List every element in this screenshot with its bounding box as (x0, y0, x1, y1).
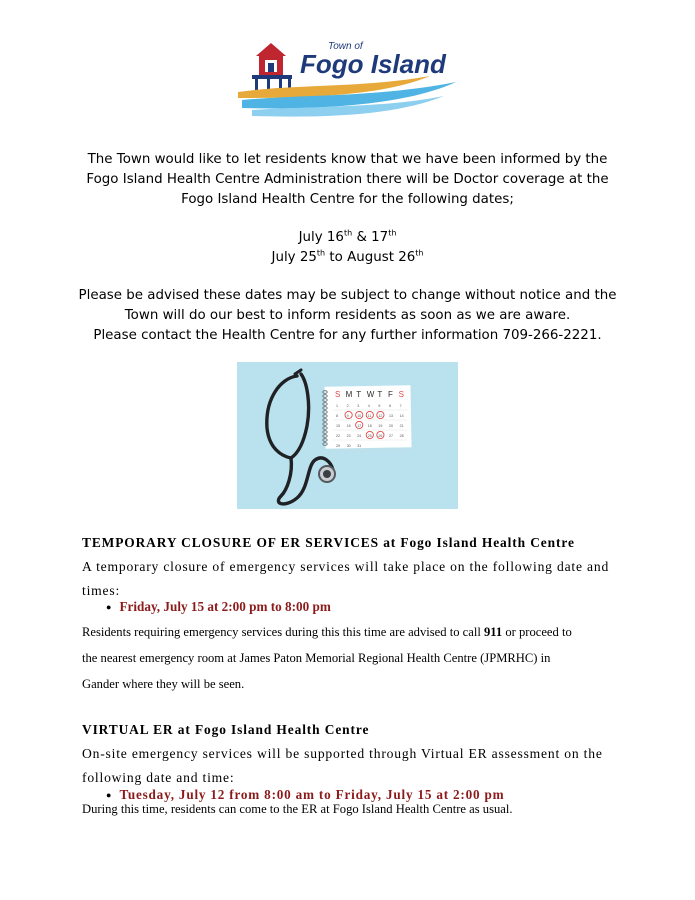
calendar-date: 26 (378, 434, 383, 438)
emergency-number: 911 (483, 625, 503, 639)
date-text: to August 26 (325, 250, 416, 265)
calendar-date: 20 (389, 424, 393, 428)
calendar-date: 31 (357, 444, 362, 448)
coverage-dates (60, 228, 635, 268)
advisory-line: Please be advised these dates may be subject to change without notice and the (78, 288, 617, 303)
calendar-date: 6 (389, 404, 391, 408)
calendar-date: 23 (346, 434, 351, 438)
advisory-line: Please contact the Health Centre for any further information 709-266-2221. (93, 328, 602, 343)
er-closure-body-line: the nearest emergency room at James Paton Memorial Regional Health Centre (JPMRHC) in (82, 651, 551, 665)
calendar-day-header: T (356, 390, 362, 399)
calendar-date: 29 (336, 444, 340, 448)
calendar-date: 5 (378, 404, 381, 408)
date-sup: th (388, 228, 397, 238)
date-line (60, 228, 635, 248)
calendar-date: 18 (367, 424, 372, 428)
house-icon (252, 43, 292, 90)
body-text: Residents requiring emergency services during this this time are advised to call (82, 625, 484, 639)
calendar-date: 24 (357, 434, 362, 438)
calendar-date: 14 (399, 414, 404, 418)
er-closure-time: Friday, July 15 at 2:00 pm to 8:00 pm (119, 599, 331, 614)
calendar-date: 4 (367, 404, 370, 408)
calendar-date: 7 (399, 404, 402, 408)
virtual-er-line: On-site emergency services will be supported through Virtual ER assessment on the (82, 746, 603, 761)
date-text: July 16 (298, 230, 344, 245)
er-closure-body-line (82, 619, 627, 645)
date-line (60, 248, 635, 268)
calendar-date: 19 (378, 424, 383, 428)
calendar-day-header: T (377, 390, 383, 399)
body-text: or proceed to (502, 625, 572, 639)
wave-icon (238, 76, 456, 117)
bullet-icon: ● (106, 602, 112, 612)
calendar-date: 8 (336, 414, 338, 418)
calendar-day-header: M (345, 390, 353, 399)
stethoscope-calendar-photo (237, 362, 458, 509)
er-closure-line: times: (82, 582, 121, 598)
calendar-date: 2 (346, 404, 349, 408)
bullet-icon: ● (106, 790, 112, 800)
calendar-date: 3 (357, 404, 360, 408)
calendar-date: 17 (357, 424, 362, 428)
virtual-er-closing: During this time, residents can come to the ER at Fogo Island Health Centre as usual. (82, 802, 513, 816)
virtual-er-line: following date and time: (82, 769, 235, 785)
calendar-date: 27 (389, 434, 393, 438)
calendar-date: 22 (336, 434, 340, 438)
calendar-date: 15 (336, 424, 340, 428)
er-closure-intro (82, 555, 622, 602)
date-sup: th (415, 248, 424, 258)
virtual-er-heading: VIRTUAL ER at Fogo Island Health Centre (82, 722, 370, 737)
calendar-date: 30 (346, 444, 351, 448)
calendar-date: 28 (399, 434, 404, 438)
calendar-date: 9 (346, 414, 349, 418)
calendar-date: 13 (389, 414, 393, 418)
er-closure-bullet (106, 599, 331, 615)
calendar-date: 11 (367, 414, 372, 418)
calendar-day-header: F (388, 390, 393, 399)
intro-line: Fogo Island Health Centre for the following dates; (181, 192, 514, 207)
calendar-date: 1 (336, 404, 338, 408)
calendar-icon (323, 385, 412, 450)
date-sup: th (343, 228, 353, 238)
logo-name: Fogo Island (300, 49, 446, 79)
date-text: July 25 (271, 250, 317, 265)
er-closure-body (82, 619, 627, 697)
logo-prefix: Town of (328, 41, 363, 52)
calendar-day-header: S (398, 390, 404, 399)
er-closure-line: A temporary closure of emergency services will take place on the following date and (82, 559, 610, 574)
calendar-date: 16 (346, 424, 351, 428)
calendar-date: 25 (367, 434, 372, 438)
intro-line: Fogo Island Health Centre Administration there will be Doctor coverage at the (86, 172, 609, 187)
calendar-day-header: S (335, 390, 341, 399)
virtual-er-intro (82, 742, 622, 789)
date-text: & 17 (352, 230, 389, 245)
calendar-date: 21 (399, 424, 404, 428)
calendar-date: 12 (378, 414, 383, 418)
er-closure-heading: TEMPORARY CLOSURE OF ER SERVICES at Fogo Island Health Centre (82, 535, 575, 550)
er-closure-body-line: Gander where they will be seen. (82, 677, 245, 691)
calendar-date: 10 (357, 414, 362, 418)
advisory-line: Town will do our best to inform residents as soon as we are aware. (124, 308, 571, 323)
advisory-paragraph (60, 286, 635, 346)
virtual-er-time: Tuesday, July 12 from 8:00 am to Friday, July 15 at 2:00 pm (119, 787, 505, 802)
town-logo (234, 36, 464, 118)
intro-paragraph (60, 150, 635, 210)
intro-line: The Town would like to let residents know that we have been informed by the (87, 152, 608, 167)
calendar-day-header: W (366, 390, 375, 399)
date-sup: th (316, 248, 326, 258)
